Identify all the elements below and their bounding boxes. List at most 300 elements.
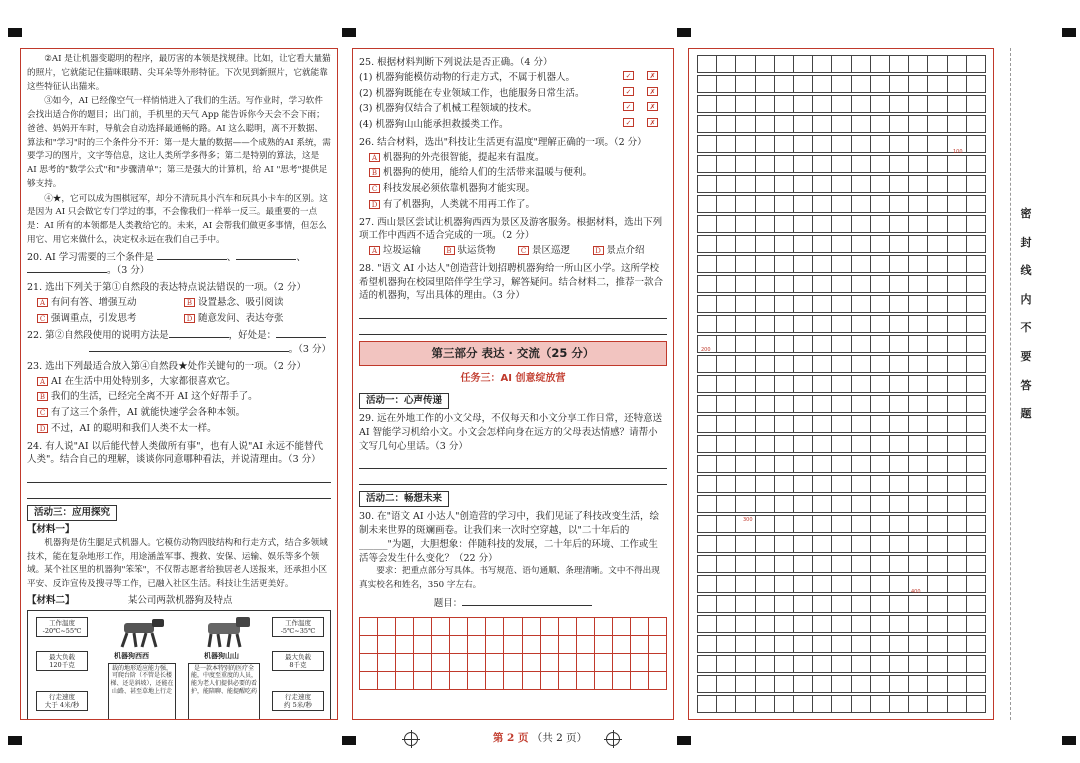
- grid-cell[interactable]: [927, 515, 947, 533]
- grid-cell[interactable]: [927, 55, 947, 73]
- grid-cell[interactable]: [966, 195, 986, 213]
- grid-cell[interactable]: [851, 275, 871, 293]
- grid-cell[interactable]: [812, 335, 832, 353]
- grid-cell[interactable]: [889, 395, 909, 413]
- grid-cell[interactable]: [697, 515, 717, 533]
- grid-cell[interactable]: [541, 618, 559, 636]
- grid-cell[interactable]: [774, 575, 794, 593]
- grid-cell[interactable]: [697, 435, 717, 453]
- grid-cell[interactable]: [851, 475, 871, 493]
- grid-cell[interactable]: [716, 575, 736, 593]
- grid-cell[interactable]: [697, 495, 717, 513]
- essay-grid-start[interactable]: [359, 617, 667, 690]
- grid-cell[interactable]: [947, 595, 967, 613]
- grid-cell[interactable]: [697, 615, 717, 633]
- grid-cell[interactable]: [774, 655, 794, 673]
- grid-cell[interactable]: [735, 435, 755, 453]
- grid-cell[interactable]: [432, 636, 450, 654]
- cross-icon[interactable]: ✗: [647, 102, 658, 111]
- option-b[interactable]: [184, 295, 331, 311]
- grid-cell[interactable]: [927, 175, 947, 193]
- grid-cell[interactable]: [908, 295, 928, 313]
- grid-cell[interactable]: [831, 595, 851, 613]
- grid-cell[interactable]: [870, 275, 890, 293]
- grid-cell[interactable]: [947, 215, 967, 233]
- grid-cell[interactable]: [697, 395, 717, 413]
- grid-cell[interactable]: [851, 495, 871, 513]
- grid-cell[interactable]: [831, 175, 851, 193]
- grid-cell[interactable]: [947, 95, 967, 113]
- grid-cell[interactable]: [793, 155, 813, 173]
- grid-cell[interactable]: [889, 655, 909, 673]
- grid-cell[interactable]: [870, 335, 890, 353]
- grid-cell[interactable]: [870, 95, 890, 113]
- grid-cell[interactable]: [889, 295, 909, 313]
- grid-cell[interactable]: [735, 235, 755, 253]
- grid-cell[interactable]: [697, 155, 717, 173]
- grid-cell[interactable]: [851, 415, 871, 433]
- grid-cell[interactable]: [831, 635, 851, 653]
- grid-cell[interactable]: [889, 675, 909, 693]
- grid-cell[interactable]: [716, 175, 736, 193]
- grid-cell[interactable]: [927, 695, 947, 713]
- grid-cell[interactable]: [927, 375, 947, 393]
- grid-cell[interactable]: [870, 435, 890, 453]
- grid-cell[interactable]: [716, 335, 736, 353]
- grid-cell[interactable]: [755, 235, 775, 253]
- grid-cell[interactable]: [735, 155, 755, 173]
- grid-cell[interactable]: [947, 675, 967, 693]
- grid-cell[interactable]: [793, 415, 813, 433]
- grid-cell[interactable]: [870, 155, 890, 173]
- grid-cell[interactable]: [755, 295, 775, 313]
- grid-cell[interactable]: [851, 335, 871, 353]
- grid-cell[interactable]: [755, 555, 775, 573]
- grid-cell[interactable]: [755, 195, 775, 213]
- grid-cell[interactable]: [889, 355, 909, 373]
- grid-cell[interactable]: [947, 435, 967, 453]
- check-icon[interactable]: ✓: [623, 71, 634, 80]
- grid-cell[interactable]: [870, 495, 890, 513]
- grid-cell[interactable]: [831, 115, 851, 133]
- grid-cell[interactable]: [631, 672, 649, 690]
- grid-cell[interactable]: [697, 595, 717, 613]
- grid-cell[interactable]: [793, 215, 813, 233]
- grid-cell[interactable]: [735, 175, 755, 193]
- grid-cell[interactable]: [812, 375, 832, 393]
- grid-cell[interactable]: [812, 675, 832, 693]
- grid-cell[interactable]: [360, 618, 378, 636]
- option-a[interactable]: [37, 374, 331, 390]
- grid-cell[interactable]: [774, 415, 794, 433]
- grid-cell[interactable]: [908, 215, 928, 233]
- grid-cell[interactable]: [966, 215, 986, 233]
- grid-cell[interactable]: [774, 155, 794, 173]
- answer-line[interactable]: [27, 469, 331, 483]
- grid-cell[interactable]: [716, 475, 736, 493]
- grid-cell[interactable]: [755, 355, 775, 373]
- grid-cell[interactable]: [716, 295, 736, 313]
- grid-cell[interactable]: [697, 275, 717, 293]
- grid-cell[interactable]: [468, 618, 486, 636]
- grid-cell[interactable]: [735, 635, 755, 653]
- grid-cell[interactable]: [774, 255, 794, 273]
- grid-cell[interactable]: [831, 235, 851, 253]
- grid-cell[interactable]: [774, 435, 794, 453]
- answer-blank[interactable]: [89, 351, 289, 352]
- grid-cell[interactable]: [927, 595, 947, 613]
- grid-cell[interactable]: [774, 495, 794, 513]
- grid-cell[interactable]: [396, 618, 414, 636]
- grid-cell[interactable]: [697, 575, 717, 593]
- grid-cell[interactable]: [716, 355, 736, 373]
- grid-cell[interactable]: [947, 295, 967, 313]
- grid-cell[interactable]: [793, 175, 813, 193]
- answer-blank[interactable]: [157, 259, 227, 260]
- grid-cell[interactable]: [755, 155, 775, 173]
- grid-cell[interactable]: [908, 655, 928, 673]
- grid-cell[interactable]: [595, 636, 613, 654]
- grid-cell[interactable]: [735, 295, 755, 313]
- grid-cell[interactable]: [716, 435, 736, 453]
- grid-cell[interactable]: [378, 654, 396, 672]
- grid-cell[interactable]: [486, 636, 504, 654]
- grid-cell[interactable]: [966, 335, 986, 353]
- grid-cell[interactable]: [812, 135, 832, 153]
- answer-line[interactable]: [359, 321, 667, 335]
- grid-cell[interactable]: [812, 275, 832, 293]
- answer-blank[interactable]: [169, 337, 229, 338]
- grid-cell[interactable]: [947, 235, 967, 253]
- grid-cell[interactable]: [966, 255, 986, 273]
- grid-cell[interactable]: [889, 195, 909, 213]
- grid-cell[interactable]: [577, 636, 595, 654]
- grid-cell[interactable]: [966, 235, 986, 253]
- grid-cell[interactable]: [908, 235, 928, 253]
- grid-cell[interactable]: [360, 654, 378, 672]
- grid-cell[interactable]: [735, 55, 755, 73]
- grid-cell[interactable]: [831, 375, 851, 393]
- grid-cell[interactable]: [966, 415, 986, 433]
- grid-cell[interactable]: [793, 355, 813, 373]
- grid-cell[interactable]: [812, 195, 832, 213]
- grid-cell[interactable]: [774, 675, 794, 693]
- grid-cell[interactable]: [947, 695, 967, 713]
- grid-cell[interactable]: [793, 195, 813, 213]
- grid-cell[interactable]: [812, 595, 832, 613]
- grid-cell[interactable]: [966, 575, 986, 593]
- grid-cell[interactable]: [486, 672, 504, 690]
- grid-cell[interactable]: [851, 115, 871, 133]
- option-b[interactable]: [37, 389, 331, 405]
- grid-cell[interactable]: [755, 175, 775, 193]
- grid-cell[interactable]: [450, 636, 468, 654]
- option-c[interactable]: [37, 311, 184, 327]
- grid-cell[interactable]: [504, 654, 522, 672]
- grid-cell[interactable]: [812, 455, 832, 473]
- grid-cell[interactable]: [947, 655, 967, 673]
- grid-cell[interactable]: [774, 395, 794, 413]
- grid-cell[interactable]: [851, 575, 871, 593]
- grid-cell[interactable]: [793, 375, 813, 393]
- grid-cell[interactable]: [947, 395, 967, 413]
- grid-cell[interactable]: [432, 654, 450, 672]
- grid-cell[interactable]: [851, 555, 871, 573]
- grid-cell[interactable]: [870, 475, 890, 493]
- grid-cell[interactable]: [649, 636, 667, 654]
- grid-cell[interactable]: [774, 355, 794, 373]
- grid-cell[interactable]: [577, 654, 595, 672]
- grid-cell[interactable]: [541, 654, 559, 672]
- grid-cell[interactable]: [851, 655, 871, 673]
- grid-cell[interactable]: [793, 575, 813, 593]
- answer-blank[interactable]: [27, 272, 107, 273]
- grid-cell[interactable]: [831, 415, 851, 433]
- grid-cell[interactable]: [851, 315, 871, 333]
- grid-cell[interactable]: [947, 475, 967, 493]
- grid-cell[interactable]: [851, 635, 871, 653]
- grid-cell[interactable]: [831, 575, 851, 593]
- grid-cell[interactable]: [697, 695, 717, 713]
- grid-cell[interactable]: [716, 155, 736, 173]
- grid-cell[interactable]: [851, 235, 871, 253]
- grid-cell[interactable]: [504, 636, 522, 654]
- grid-cell[interactable]: [851, 675, 871, 693]
- grid-cell[interactable]: [812, 655, 832, 673]
- grid-cell[interactable]: [716, 75, 736, 93]
- grid-cell[interactable]: [870, 215, 890, 233]
- grid-cell[interactable]: [755, 515, 775, 533]
- grid-cell[interactable]: [755, 535, 775, 553]
- grid-cell[interactable]: [774, 315, 794, 333]
- grid-cell[interactable]: [870, 355, 890, 373]
- grid-cell[interactable]: [889, 615, 909, 633]
- grid-cell[interactable]: [966, 555, 986, 573]
- grid-cell[interactable]: [927, 295, 947, 313]
- grid-cell[interactable]: [523, 672, 541, 690]
- grid-cell[interactable]: [966, 275, 986, 293]
- grid-cell[interactable]: [870, 675, 890, 693]
- grid-cell[interactable]: [947, 315, 967, 333]
- grid-cell[interactable]: [851, 595, 871, 613]
- grid-cell[interactable]: [697, 115, 717, 133]
- grid-cell[interactable]: [908, 695, 928, 713]
- grid-cell[interactable]: [755, 135, 775, 153]
- grid-cell[interactable]: [774, 275, 794, 293]
- grid-cell[interactable]: [774, 475, 794, 493]
- grid-cell[interactable]: [793, 315, 813, 333]
- grid-cell[interactable]: [735, 475, 755, 493]
- grid-cell[interactable]: [851, 75, 871, 93]
- grid-cell[interactable]: [755, 435, 775, 453]
- grid-cell[interactable]: [966, 655, 986, 673]
- grid-cell[interactable]: [716, 495, 736, 513]
- grid-cell[interactable]: [851, 95, 871, 113]
- grid-cell[interactable]: [755, 315, 775, 333]
- grid-cell[interactable]: [870, 235, 890, 253]
- grid-cell[interactable]: [870, 375, 890, 393]
- grid-cell[interactable]: [793, 695, 813, 713]
- grid-cell[interactable]: [927, 655, 947, 673]
- grid-cell[interactable]: [793, 235, 813, 253]
- grid-cell[interactable]: [851, 255, 871, 273]
- grid-cell[interactable]: [378, 618, 396, 636]
- grid-cell[interactable]: [716, 615, 736, 633]
- grid-cell[interactable]: [716, 315, 736, 333]
- grid-cell[interactable]: [793, 595, 813, 613]
- grid-cell[interactable]: [697, 415, 717, 433]
- grid-cell[interactable]: [966, 515, 986, 533]
- grid-cell[interactable]: [735, 455, 755, 473]
- grid-cell[interactable]: [793, 475, 813, 493]
- grid-cell[interactable]: [870, 315, 890, 333]
- grid-cell[interactable]: [559, 636, 577, 654]
- grid-cell[interactable]: [450, 654, 468, 672]
- grid-cell[interactable]: [774, 195, 794, 213]
- grid-cell[interactable]: [870, 535, 890, 553]
- grid-cell[interactable]: [735, 375, 755, 393]
- grid-cell[interactable]: [947, 535, 967, 553]
- grid-cell[interactable]: [927, 495, 947, 513]
- grid-cell[interactable]: [966, 395, 986, 413]
- grid-cell[interactable]: [774, 535, 794, 553]
- grid-cell[interactable]: [947, 635, 967, 653]
- grid-cell[interactable]: [774, 695, 794, 713]
- grid-cell[interactable]: [889, 255, 909, 273]
- grid-cell[interactable]: [889, 595, 909, 613]
- grid-cell[interactable]: [870, 55, 890, 73]
- grid-cell[interactable]: [908, 255, 928, 273]
- grid-cell[interactable]: [716, 655, 736, 673]
- grid-cell[interactable]: [812, 315, 832, 333]
- grid-cell[interactable]: [966, 55, 986, 73]
- grid-cell[interactable]: [613, 672, 631, 690]
- grid-cell[interactable]: [889, 415, 909, 433]
- grid-cell[interactable]: [831, 455, 851, 473]
- grid-cell[interactable]: [577, 672, 595, 690]
- grid-cell[interactable]: [697, 55, 717, 73]
- grid-cell[interactable]: [927, 255, 947, 273]
- grid-cell[interactable]: [735, 135, 755, 153]
- grid-cell[interactable]: [793, 655, 813, 673]
- grid-cell[interactable]: [774, 335, 794, 353]
- check-icon[interactable]: ✓: [623, 118, 634, 127]
- grid-cell[interactable]: [541, 672, 559, 690]
- grid-cell[interactable]: [793, 515, 813, 533]
- grid-cell[interactable]: [735, 115, 755, 133]
- grid-cell[interactable]: [649, 654, 667, 672]
- grid-cell[interactable]: [716, 215, 736, 233]
- grid-cell[interactable]: [851, 175, 871, 193]
- grid-cell[interactable]: [947, 555, 967, 573]
- grid-cell[interactable]: [755, 575, 775, 593]
- grid-cell[interactable]: [774, 135, 794, 153]
- grid-cell[interactable]: [755, 375, 775, 393]
- grid-cell[interactable]: [735, 535, 755, 553]
- grid-cell[interactable]: [486, 654, 504, 672]
- grid-cell[interactable]: [831, 655, 851, 673]
- grid-cell[interactable]: [735, 215, 755, 233]
- grid-cell[interactable]: [831, 215, 851, 233]
- grid-cell[interactable]: [378, 672, 396, 690]
- grid-cell[interactable]: [870, 135, 890, 153]
- grid-cell[interactable]: [755, 595, 775, 613]
- grid-cell[interactable]: [889, 315, 909, 333]
- grid-cell[interactable]: [889, 515, 909, 533]
- check-icon[interactable]: ✓: [623, 87, 634, 96]
- grid-cell[interactable]: [908, 635, 928, 653]
- grid-cell[interactable]: [927, 555, 947, 573]
- grid-cell[interactable]: [735, 195, 755, 213]
- grid-cell[interactable]: [851, 355, 871, 373]
- grid-cell[interactable]: [716, 675, 736, 693]
- grid-cell[interactable]: [927, 315, 947, 333]
- grid-cell[interactable]: [716, 555, 736, 573]
- grid-cell[interactable]: [755, 655, 775, 673]
- grid-cell[interactable]: [793, 135, 813, 153]
- grid-cell[interactable]: [396, 636, 414, 654]
- grid-cell[interactable]: [735, 355, 755, 373]
- grid-cell[interactable]: [755, 275, 775, 293]
- grid-cell[interactable]: [947, 115, 967, 133]
- grid-cell[interactable]: [755, 695, 775, 713]
- grid-cell[interactable]: [793, 555, 813, 573]
- grid-cell[interactable]: [486, 618, 504, 636]
- grid-cell[interactable]: [755, 55, 775, 73]
- grid-cell[interactable]: [889, 335, 909, 353]
- grid-cell[interactable]: [908, 355, 928, 373]
- grid-cell[interactable]: [735, 655, 755, 673]
- grid-cell[interactable]: [831, 135, 851, 153]
- grid-cell[interactable]: [504, 672, 522, 690]
- grid-cell[interactable]: [755, 495, 775, 513]
- grid-cell[interactable]: [755, 675, 775, 693]
- grid-cell[interactable]: [889, 175, 909, 193]
- grid-cell[interactable]: [889, 535, 909, 553]
- grid-cell[interactable]: [831, 255, 851, 273]
- grid-cell[interactable]: [831, 195, 851, 213]
- grid-cell[interactable]: [541, 636, 559, 654]
- grid-cell[interactable]: [927, 115, 947, 133]
- grid-cell[interactable]: [697, 255, 717, 273]
- grid-cell[interactable]: [812, 415, 832, 433]
- grid-cell[interactable]: [889, 215, 909, 233]
- grid-cell[interactable]: [697, 235, 717, 253]
- grid-cell[interactable]: [831, 535, 851, 553]
- grid-cell[interactable]: [793, 275, 813, 293]
- grid-cell[interactable]: [889, 135, 909, 153]
- grid-cell[interactable]: [812, 215, 832, 233]
- grid-cell[interactable]: [697, 75, 717, 93]
- grid-cell[interactable]: [870, 655, 890, 673]
- grid-cell[interactable]: [755, 95, 775, 113]
- answer-line[interactable]: [27, 485, 331, 499]
- grid-cell[interactable]: [812, 635, 832, 653]
- grid-cell[interactable]: [831, 695, 851, 713]
- grid-cell[interactable]: [716, 595, 736, 613]
- grid-cell[interactable]: [927, 235, 947, 253]
- grid-cell[interactable]: [793, 435, 813, 453]
- grid-cell[interactable]: [831, 335, 851, 353]
- grid-cell[interactable]: [889, 75, 909, 93]
- grid-cell[interactable]: [947, 175, 967, 193]
- grid-cell[interactable]: [414, 672, 432, 690]
- grid-cell[interactable]: [774, 55, 794, 73]
- grid-cell[interactable]: [908, 95, 928, 113]
- grid-cell[interactable]: [966, 155, 986, 173]
- grid-cell[interactable]: [947, 455, 967, 473]
- grid-cell[interactable]: [735, 255, 755, 273]
